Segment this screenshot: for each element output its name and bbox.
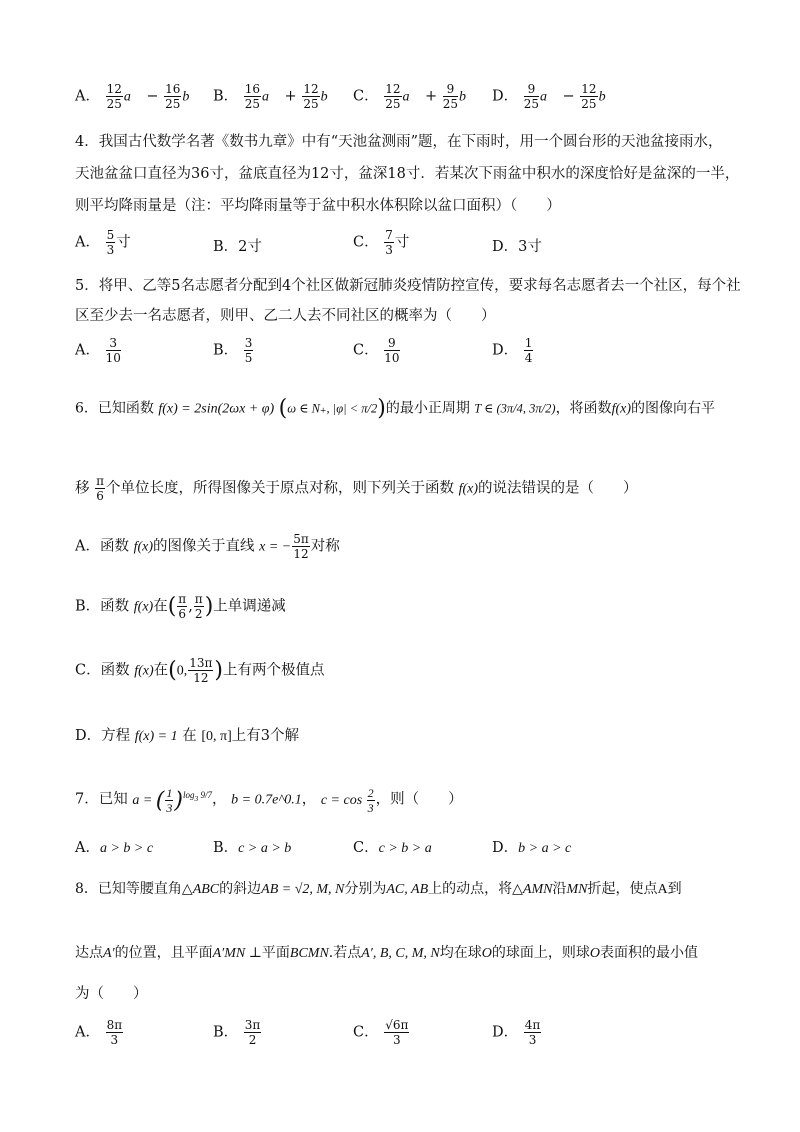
fraction bbox=[292, 532, 310, 561]
math: O bbox=[589, 946, 601, 961]
q4-option-b bbox=[213, 235, 262, 256]
denominator: 4 bbox=[524, 351, 533, 365]
q3-option-c: C． $\frac{12}{25}$ a⃗ + $\frac{9}{25}$ b⃗ bbox=[353, 82, 477, 111]
paren-open: ( bbox=[167, 594, 177, 619]
option-label: C． bbox=[353, 88, 379, 105]
text: 的球面上，则球 bbox=[491, 945, 590, 961]
option-label: D． bbox=[492, 342, 519, 359]
math: A bbox=[657, 882, 668, 897]
paren-open: ( bbox=[168, 658, 177, 683]
fraction: $\frac{9}{25}$ bbox=[523, 82, 540, 111]
text: 对称 bbox=[310, 538, 340, 555]
option-label: B．函数 bbox=[75, 598, 130, 615]
q8-option-c bbox=[353, 1018, 410, 1047]
q6-fx: f(x) bbox=[133, 599, 154, 615]
paren-close: ) bbox=[204, 594, 214, 619]
q6-fx: f(x) bbox=[133, 539, 154, 555]
numerator: 5 bbox=[106, 228, 115, 242]
option-label: D． bbox=[492, 1024, 519, 1041]
q6-option-a bbox=[75, 532, 340, 561]
text: 个单位长度，所得图像关于原点对称，则下列关于函数 bbox=[106, 480, 454, 497]
denominator: 3 bbox=[528, 1033, 537, 1047]
option-label: B． bbox=[213, 840, 239, 856]
fraction bbox=[106, 1018, 124, 1047]
denominator: 3 bbox=[106, 243, 115, 257]
numerator: 3π bbox=[244, 1018, 261, 1032]
q7-option-b bbox=[213, 836, 291, 857]
numerator: π bbox=[194, 592, 203, 606]
text: 上有3个解 bbox=[231, 728, 299, 744]
paren-close: ) bbox=[214, 658, 223, 683]
text: 分别为 bbox=[344, 881, 387, 897]
q4-option-d bbox=[492, 235, 542, 256]
math: △ABC bbox=[181, 882, 220, 897]
denominator: 2 bbox=[194, 607, 203, 621]
fraction bbox=[524, 1018, 542, 1047]
math: A′MN ⊥ bbox=[212, 946, 262, 961]
equation: x = − bbox=[259, 539, 292, 555]
math: A′, B, C, M, N bbox=[361, 946, 440, 961]
q6-condition: ω ∈ N₊, |φ| < π/2 bbox=[287, 401, 378, 416]
text: .若点 bbox=[328, 945, 362, 961]
denominator: 5 bbox=[244, 351, 253, 365]
denominator: 10 bbox=[384, 351, 400, 365]
fraction bbox=[244, 1018, 262, 1047]
denominator: 12 bbox=[193, 671, 209, 685]
q5-option-c bbox=[353, 336, 401, 365]
q7-line: 7．已知 a = ( $\frac{1}{3}$ )$^{log_3 9/7}$， b = 0.7e^0.1， c = cos $\frac{2}{3}$ ，则（ ） bbox=[75, 786, 463, 815]
q3-option-a: A． $\frac{12}{25}$ a⃗ − $\frac{16}{25}$ b⃗ bbox=[75, 82, 201, 111]
fraction bbox=[194, 592, 204, 621]
math: BCMN bbox=[289, 946, 329, 961]
q8-option-d bbox=[492, 1018, 542, 1047]
text: 在 bbox=[153, 662, 169, 679]
q6-fx: f(x) bbox=[134, 663, 154, 679]
text: 7．已知 bbox=[75, 791, 128, 808]
option-label: C． bbox=[353, 840, 379, 856]
option-label: B． bbox=[213, 342, 239, 359]
option-label: A． bbox=[75, 1024, 100, 1041]
fraction bbox=[384, 228, 394, 257]
option-label: A． bbox=[75, 234, 100, 251]
fraction: $\frac{1}{3}$ bbox=[166, 786, 173, 815]
text: 达点 bbox=[75, 945, 103, 961]
numerator: 9 bbox=[384, 336, 399, 351]
q8-line-2 bbox=[75, 942, 698, 962]
option-label: B． bbox=[213, 88, 239, 105]
option-label: D． bbox=[492, 840, 519, 856]
unit: 寸 bbox=[394, 234, 410, 251]
q6-option-b: B．函数 f(x)在( $\frac{\pi}{6}$ , $\frac{\pi}{2}$ )上单调递减 bbox=[75, 592, 286, 621]
option-text: 3寸 bbox=[518, 239, 542, 255]
text: 均在球 bbox=[439, 945, 482, 961]
option-label: C． bbox=[353, 342, 379, 359]
text: 的位置，且平面 bbox=[114, 945, 213, 961]
fraction bbox=[188, 656, 213, 685]
option-text: a > b > c bbox=[99, 841, 154, 856]
option-label: A．函数 bbox=[75, 538, 129, 555]
text: 上的动点，将 bbox=[428, 881, 513, 897]
text: 的斜边 bbox=[219, 881, 262, 897]
option-label: C． bbox=[353, 1024, 379, 1041]
q8-option-a bbox=[75, 1018, 124, 1047]
fraction bbox=[177, 592, 187, 621]
q8-option-b bbox=[213, 1018, 262, 1047]
denominator: 3 bbox=[110, 1033, 119, 1047]
q7-option-c bbox=[353, 836, 432, 857]
q7-b: b = 0.7e^0.1 bbox=[231, 792, 302, 808]
numerator: 4π bbox=[524, 1018, 541, 1032]
q3-option-b: B． $\frac{16}{25}$ a⃗ + $\frac{12}{25}$ b⃗ bbox=[213, 82, 339, 111]
numerator: √6π bbox=[385, 1018, 409, 1032]
numerator: π bbox=[96, 474, 104, 488]
numerator: 7 bbox=[385, 228, 393, 242]
fraction: $\frac{9}{25}$ bbox=[442, 82, 459, 111]
q6-period: T ∈ (3π/4, 3π/2) bbox=[474, 401, 556, 416]
text: 上单调递减 bbox=[213, 598, 286, 615]
option-text: c > b > a bbox=[378, 841, 432, 856]
text: 到 bbox=[667, 881, 682, 897]
math: O bbox=[481, 946, 492, 961]
q5-option-d bbox=[492, 336, 534, 365]
option-label: D． bbox=[492, 88, 519, 105]
numerator: 8π bbox=[106, 1018, 123, 1032]
math: △AMN bbox=[512, 882, 553, 897]
text: 沿 bbox=[552, 881, 567, 897]
text: 的说法错误的是（ ） bbox=[478, 480, 638, 497]
option-label: D． bbox=[492, 239, 519, 255]
text: 在 bbox=[153, 598, 168, 615]
q5-line-1: 5．将甲、乙等5名志愿者分配到4个社区做新冠肺炎疫情防控宣传，要求每名志愿者去一个社区，每个社 bbox=[75, 278, 741, 294]
q4-line-1: 4．我国古代数学名著《数书九章》中有“天池盆测雨”题，在下雨时，用一个圆台形的天池盆接雨水， bbox=[75, 134, 723, 150]
q8-line-3: 为（ ） bbox=[75, 986, 148, 1002]
text: 8．已知等腰直角 bbox=[75, 881, 182, 897]
denominator: 3 bbox=[385, 243, 393, 257]
option-label: C．函数 bbox=[75, 662, 130, 679]
q7-option-d bbox=[492, 836, 571, 857]
text: 表面积的最小值 bbox=[600, 945, 699, 961]
paren-close: ) bbox=[377, 396, 386, 421]
text: 的图像关于直线 bbox=[153, 538, 255, 555]
numerator: 13π bbox=[189, 656, 213, 670]
numerator: π bbox=[178, 592, 187, 606]
interval: [0, π] bbox=[201, 729, 232, 744]
fraction bbox=[244, 336, 254, 365]
q6-prefix: 6．已知函数 bbox=[75, 400, 154, 417]
fraction: $\frac{2}{3}$ bbox=[367, 786, 374, 815]
fraction: $\frac{12}{25}$ bbox=[581, 82, 597, 111]
fraction: $\frac{12}{25}$ bbox=[303, 82, 319, 111]
q6-fx: f(x) bbox=[458, 481, 479, 497]
denominator: 3 bbox=[392, 1033, 401, 1047]
option-label: C． bbox=[353, 234, 379, 251]
interval-start: 0, bbox=[176, 663, 188, 679]
fraction bbox=[524, 336, 534, 365]
option-text: 2寸 bbox=[238, 239, 262, 255]
q6-option-c bbox=[75, 656, 325, 685]
numerator: 3 bbox=[106, 336, 121, 351]
q6-tail: 的图像向右平 bbox=[631, 400, 715, 417]
q6-option-d bbox=[75, 724, 299, 745]
q4-option-a bbox=[75, 228, 131, 257]
text: ，则（ ） bbox=[375, 791, 463, 808]
q6-function: f(x) = 2sin(2ωx + φ) bbox=[158, 401, 275, 417]
fraction: $\frac{12}{25}$ bbox=[106, 82, 122, 111]
q5-option-b bbox=[213, 336, 254, 365]
option-label: B． bbox=[213, 1024, 239, 1041]
math: AC, AB bbox=[386, 882, 429, 897]
fraction: $\frac{16}{25}$ bbox=[244, 82, 261, 111]
q7-a: a = ( $\frac{1}{3}$ )$^{log_3 9/7}$ bbox=[132, 786, 213, 815]
math: A′ bbox=[103, 946, 115, 961]
math: MN bbox=[566, 882, 588, 897]
option-label: A． bbox=[75, 840, 100, 856]
q4-option-c bbox=[353, 228, 409, 257]
denominator: 12 bbox=[293, 547, 309, 561]
option-label: A． bbox=[75, 342, 100, 359]
q5-option-a bbox=[75, 336, 122, 365]
fraction bbox=[106, 228, 116, 257]
denominator: 2 bbox=[248, 1033, 257, 1047]
q4-line-3: 则平均降雨量是（注：平均降雨量等于盆中积水体积除以盆口面积）（ ） bbox=[75, 198, 561, 214]
q6-suffix: ，将函数 bbox=[555, 400, 612, 417]
fraction bbox=[106, 336, 121, 365]
fraction bbox=[95, 474, 105, 503]
text: 移 bbox=[75, 480, 90, 497]
fraction: $\frac{16}{25}$ bbox=[165, 82, 181, 111]
fraction bbox=[384, 336, 399, 365]
q6-line-2 bbox=[75, 474, 638, 503]
q7-option-a bbox=[75, 836, 153, 857]
equation: f(x) = 1 bbox=[134, 729, 178, 744]
q6-fx: f(x) bbox=[611, 401, 631, 417]
fraction: $\frac{12}{25}$ bbox=[385, 82, 401, 111]
paren-open: ( bbox=[278, 396, 288, 421]
option-label: A． bbox=[75, 88, 100, 105]
text: 折起，使点 bbox=[587, 881, 658, 897]
text: 平面 bbox=[261, 945, 290, 961]
option-label: B． bbox=[213, 239, 239, 255]
option-text: b > a > c bbox=[518, 841, 572, 856]
q7-c: c = cos $\frac{2}{3}$ bbox=[320, 786, 374, 815]
denominator: 6 bbox=[96, 489, 104, 503]
numerator: 1 bbox=[524, 336, 533, 350]
text: 在 bbox=[182, 728, 197, 744]
unit: 寸 bbox=[116, 234, 131, 251]
option-text: c > a > b bbox=[238, 841, 292, 856]
q6-mid: 的最小正周期 bbox=[385, 400, 470, 417]
numerator: 5π bbox=[293, 532, 309, 546]
option-label: D．方程 bbox=[75, 728, 131, 744]
text: 上有两个极值点 bbox=[223, 662, 325, 679]
denominator: 6 bbox=[178, 607, 187, 621]
q3-option-d: D． $\frac{9}{25}$ a⃗ − $\frac{12}{25}$ b⃗ bbox=[492, 82, 617, 111]
math: AB = √2, M, N bbox=[261, 882, 345, 897]
q6-line-1 bbox=[75, 396, 715, 421]
q8-line-1 bbox=[75, 878, 682, 898]
q4-line-2: 天池盆盆口直径为36寸，盆底直径为12寸，盆深18寸．若某次下雨盆中积水的深度恰好是盆深的一半， bbox=[75, 166, 740, 182]
fraction bbox=[384, 1018, 409, 1047]
denominator: 10 bbox=[105, 351, 121, 365]
numerator: 3 bbox=[244, 336, 253, 350]
q5-line-2: 区至少去一名志愿者，则甲、乙二人去不同社区的概率为（ ） bbox=[75, 308, 496, 324]
